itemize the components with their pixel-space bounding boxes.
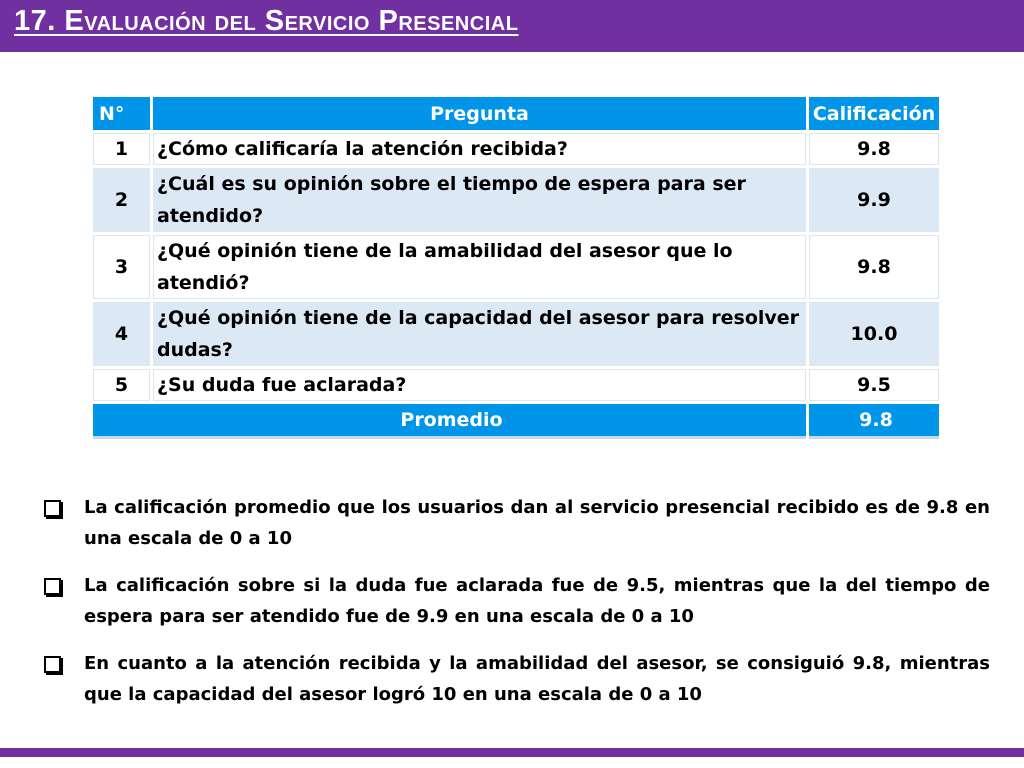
checkbox-icon [44,578,61,595]
row-number: 2 [93,168,150,235]
row-question: ¿Cuál es su opinión sobre el tiempo de espera para ser atendido? [153,168,806,235]
table-row [93,168,939,235]
slide-title: 17. Evaluación del Servicio Presencial [14,5,519,37]
header-rating: Calificación [809,97,939,133]
bullet-text: La calificación sobre si la duda fue aclarada fue de 9.5, mientras que la del tiempo de espera para ser atendido fue de 9.9 en una escala de 0 a 10 [84,575,990,627]
evaluation-table [90,97,942,439]
bottom-bar [0,748,1024,757]
average-row [93,404,939,439]
row-rating: 9.8 [809,235,939,302]
bullet-text: La calificación promedio que los usuarios dan al servicio presencial recibido es de 9.8 en una escala de 0 a 10 [84,497,990,549]
average-value: 9.8 [809,404,939,439]
row-number: 1 [93,133,150,168]
header-number: N° [93,97,150,133]
bullet-list [44,492,990,726]
row-number: 5 [93,369,150,404]
list-item [44,570,990,632]
table-header-row [93,97,939,133]
row-question: ¿Qué opinión tiene de la amabilidad del asesor que lo atendió? [153,235,806,302]
row-number: 3 [93,235,150,302]
row-rating: 10.0 [809,302,939,369]
header-question: Pregunta [153,97,806,133]
list-item [44,648,990,710]
bullet-text: En cuanto a la atención recibida y la amabilidad del asesor, se consiguió 9.8, mientras que la capacidad del asesor logró 10 en una escala de 0 a 10 [84,653,990,705]
table-row [93,369,939,404]
row-question: ¿Cómo calificaría la atención recibida? [153,133,806,168]
checkbox-icon [44,656,61,673]
title-bar [0,0,1024,52]
table-row [93,302,939,369]
checkbox-icon [44,500,61,517]
row-question: ¿Su duda fue aclarada? [153,369,806,404]
row-number: 4 [93,302,150,369]
row-rating: 9.8 [809,133,939,168]
table-row [93,235,939,302]
row-rating: 9.5 [809,369,939,404]
table-row [93,133,939,168]
row-rating: 9.9 [809,168,939,235]
list-item [44,492,990,554]
average-label: Promedio [93,404,806,439]
row-question: ¿Qué opinión tiene de la capacidad del asesor para resolver dudas? [153,302,806,369]
